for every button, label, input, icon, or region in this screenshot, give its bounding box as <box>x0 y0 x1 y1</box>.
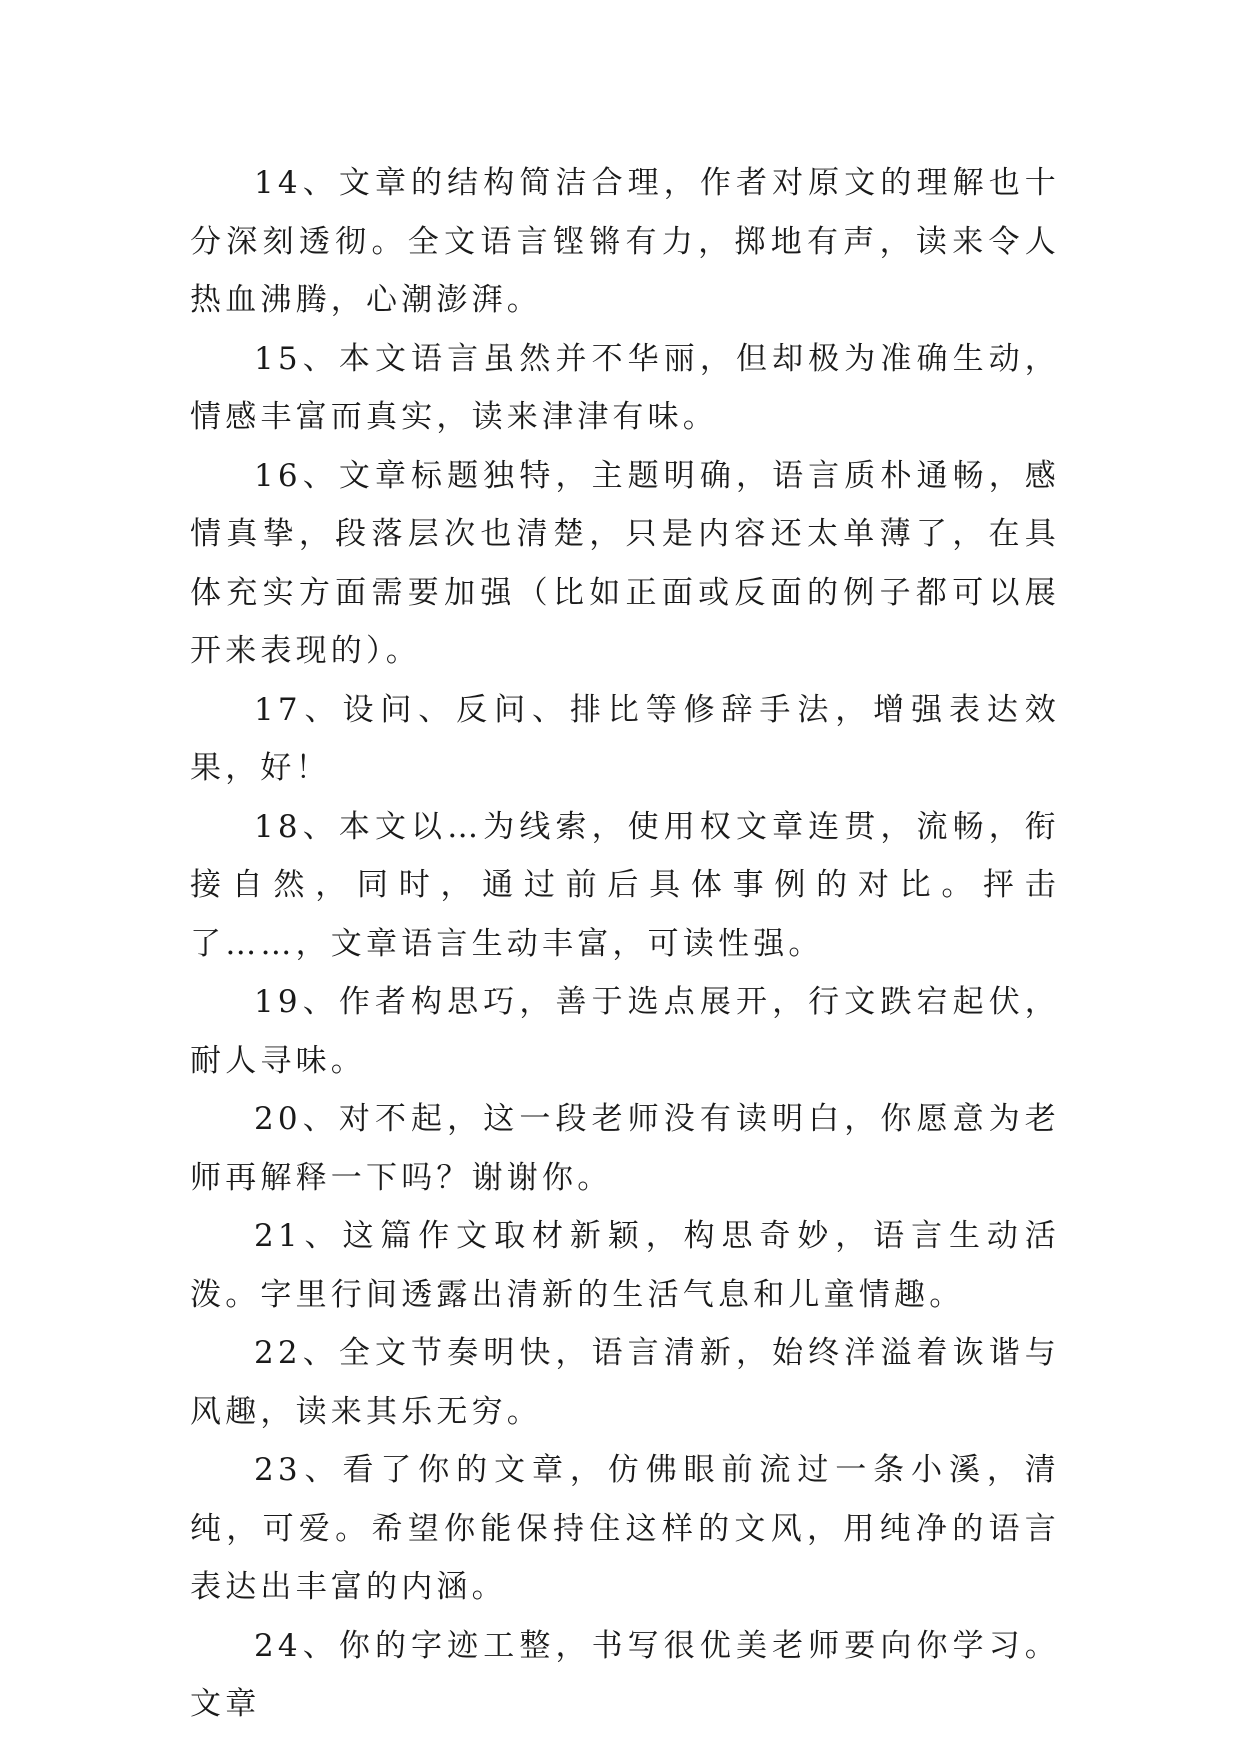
comment-paragraph-14: 14、文章的结构简洁合理，作者对原文的理解也十分深刻透彻。全文语言铿锵有力，掷地有声，读来令人热血沸腾，心潮澎湃。 <box>190 165 1060 318</box>
comment-paragraph-18: 18、本文以…为线索，使用权文章连贯，流畅，衔接自然，同时，通过前后具体事例的对比。抨击了……，文章语言生动丰富，可读性强。 <box>190 808 1060 962</box>
document-body <box>190 154 1060 1734</box>
comment-paragraph-24: 24、你的字迹工整，书写很优美老师要向你学习。文章 <box>190 1627 1060 1722</box>
comment-paragraph-21: 21、这篇作文取材新颖，构思奇妙，语言生动活泼。字里行间透露出清新的生活气息和儿童情趣。 <box>190 1218 1060 1313</box>
comment-paragraph-19: 19、作者构思巧，善于选点展开，行文跌宕起伏，耐人寻味。 <box>190 984 1060 1079</box>
comment-paragraph-15: 15、本文语言虽然并不华丽，但却极为准确生动，情感丰富而真实，读来津津有味。 <box>190 340 1060 435</box>
comment-paragraph-16: 16、文章标题独特，主题明确，语言质朴通畅，感情真挚，段落层次也清楚，只是内容还太单薄了，在具体充实方面需要加强（比如正面或反面的例子都可以展开来表现的）。 <box>190 457 1060 669</box>
comment-paragraph-23: 23、看了你的文章，仿佛眼前流过一条小溪，清纯，可爱。希望你能保持住这样的文风，用纯净的语言表达出丰富的内涵。 <box>190 1452 1060 1605</box>
comment-paragraph-22: 22、全文节奏明快，语言清新，始终洋溢着诙谐与风趣，读来其乐无穷。 <box>190 1335 1060 1430</box>
comment-paragraph-17: 17、设问、反问、排比等修辞手法，增强表达效果，好！ <box>190 691 1060 786</box>
comment-paragraph-20: 20、对不起，这一段老师没有读明白，你愿意为老师再解释一下吗？谢谢你。 <box>190 1101 1060 1196</box>
